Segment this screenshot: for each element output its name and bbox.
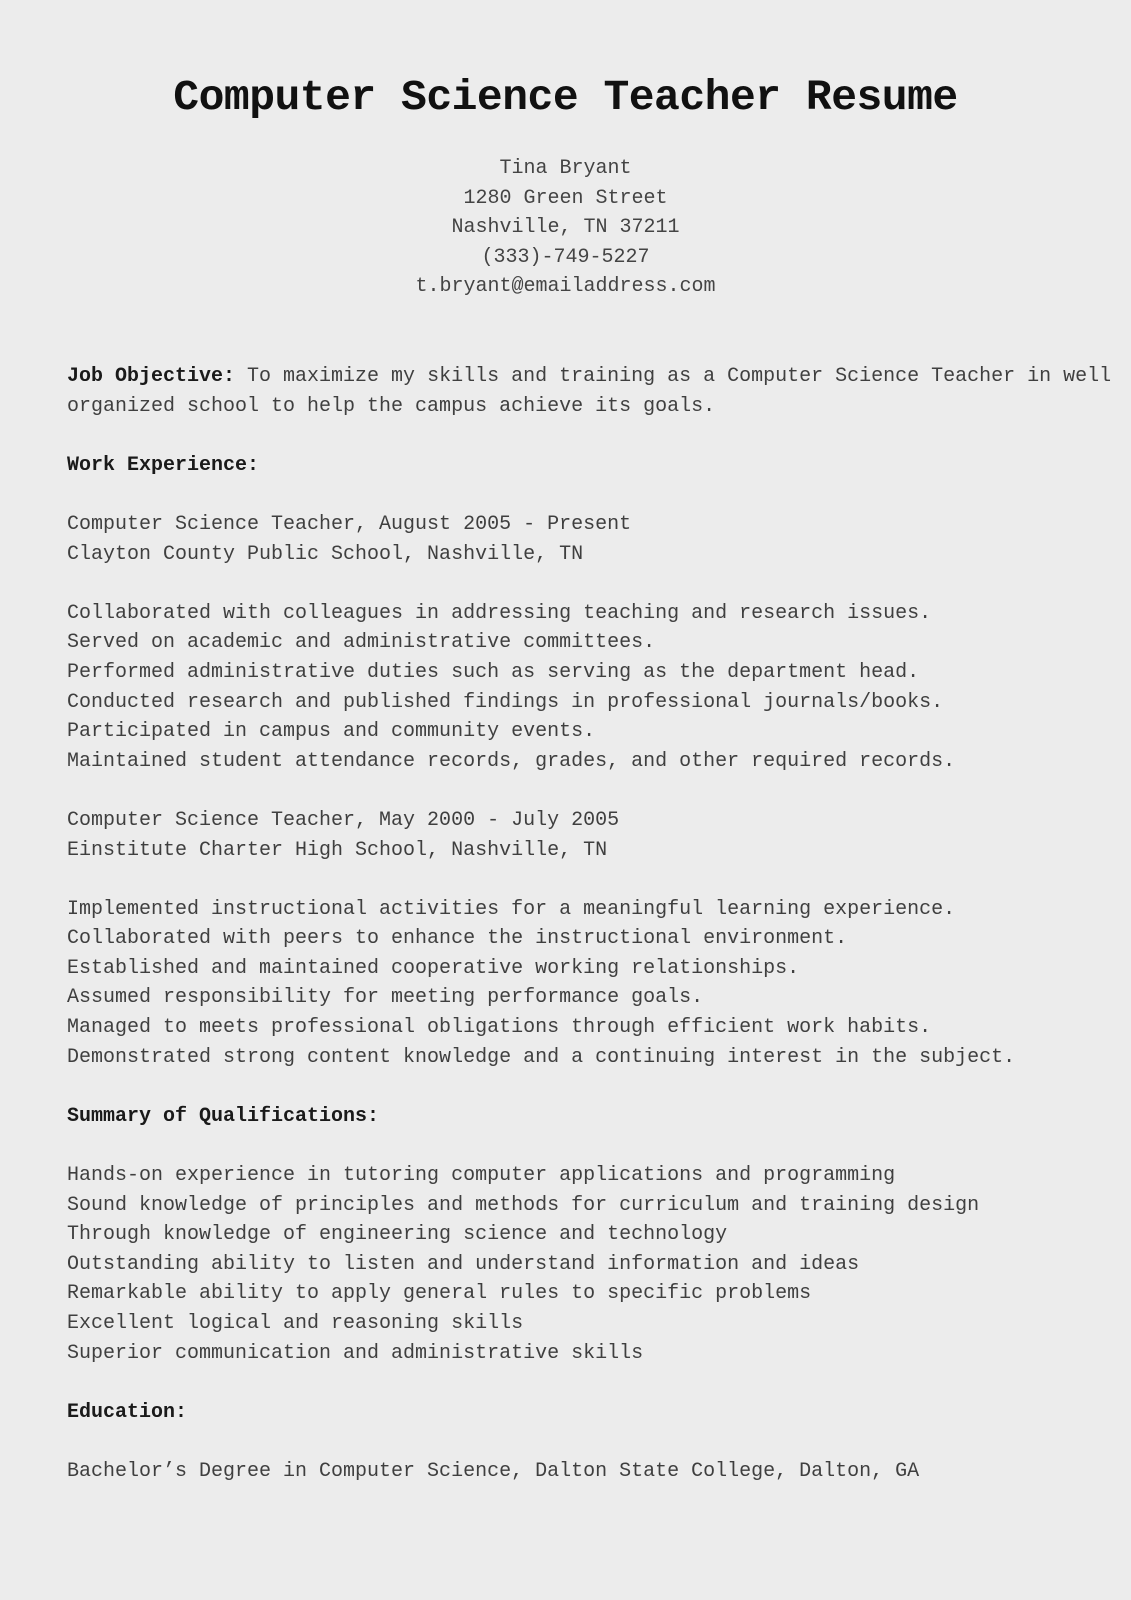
contact-block <box>0 154 1131 302</box>
job-duty: Managed to meets professional obligations through efficient work habits. <box>67 1016 932 1040</box>
contact-city: Nashville, TN 37211 <box>451 216 680 239</box>
job-duty: Conducted research and published findings in professional journals/books. <box>67 690 944 714</box>
job-duty: Established and maintained cooperative working relationships. <box>67 956 800 980</box>
job-duty: Implemented instructional activities for a meaningful learning experience. <box>67 897 956 921</box>
job-duty: Performed administrative duties such as serving as the department head. <box>67 660 920 684</box>
page-title: Computer Science Teacher Resume <box>173 73 958 122</box>
qualifications-heading: Summary of Qualifications: <box>67 1104 380 1128</box>
objective-text-2: organized school to help the campus achieve its goals. <box>67 394 716 418</box>
job-title-line: Computer Science Teacher, May 2000 - July 2005 <box>67 808 620 832</box>
qualification-item: Excellent logical and reasoning skills <box>67 1312 524 1335</box>
objective-text-1: To maximize my skills and training as a Computer Science Teacher in well <box>235 365 1112 388</box>
job-employer-line: Einstitute Charter High School, Nashville, TN <box>67 838 608 862</box>
job-duty: Collaborated with colleagues in addressing teaching and research issues. <box>67 601 932 625</box>
objective-label: Job Objective: <box>67 365 236 388</box>
job-duty: Maintained student attendance records, grades, and other required records. <box>67 749 956 773</box>
education-item: Bachelor’s Degree in Computer Science, Dalton State College, Dalton, GA <box>67 1459 920 1483</box>
job-title-line: Computer Science Teacher, August 2005 - Present <box>67 512 632 536</box>
job-duty: Collaborated with peers to enhance the instructional environment. <box>67 927 848 951</box>
qualification-item: Remarkable ability to apply general rules to specific problems <box>67 1282 812 1306</box>
job-duty: Served on academic and administrative committees. <box>67 631 656 655</box>
contact-name: Tina Bryant <box>499 157 632 180</box>
qualification-item: Outstanding ability to listen and understand information and ideas <box>67 1252 860 1276</box>
work-heading: Work Experience: <box>67 453 260 477</box>
resume-body <box>67 362 1112 1487</box>
qualification-item: Through knowledge of engineering science and technology <box>67 1223 728 1247</box>
contact-street: 1280 Green Street <box>463 186 668 210</box>
contact-phone: (333)-749-5227 <box>481 245 650 269</box>
job-duty: Demonstrated strong content knowledge and a continuing interest in the subject. <box>67 1045 1016 1069</box>
qualification-item: Superior communication and administrative skills <box>67 1341 644 1365</box>
job-duty: Assumed responsibility for meeting performance goals. <box>67 986 704 1010</box>
qualification-item: Hands-on experience in tutoring computer applications and programming <box>67 1164 896 1188</box>
education-heading: Education: <box>67 1400 188 1424</box>
contact-email: t.bryant@emailaddress.com <box>415 275 716 298</box>
job-employer-line: Clayton County Public School, Nashville, TN <box>67 542 584 566</box>
job-duty: Participated in campus and community events. <box>67 720 596 744</box>
objective-line-1 <box>67 362 1112 392</box>
qualification-item: Sound knowledge of principles and methods for curriculum and training design <box>67 1193 980 1217</box>
